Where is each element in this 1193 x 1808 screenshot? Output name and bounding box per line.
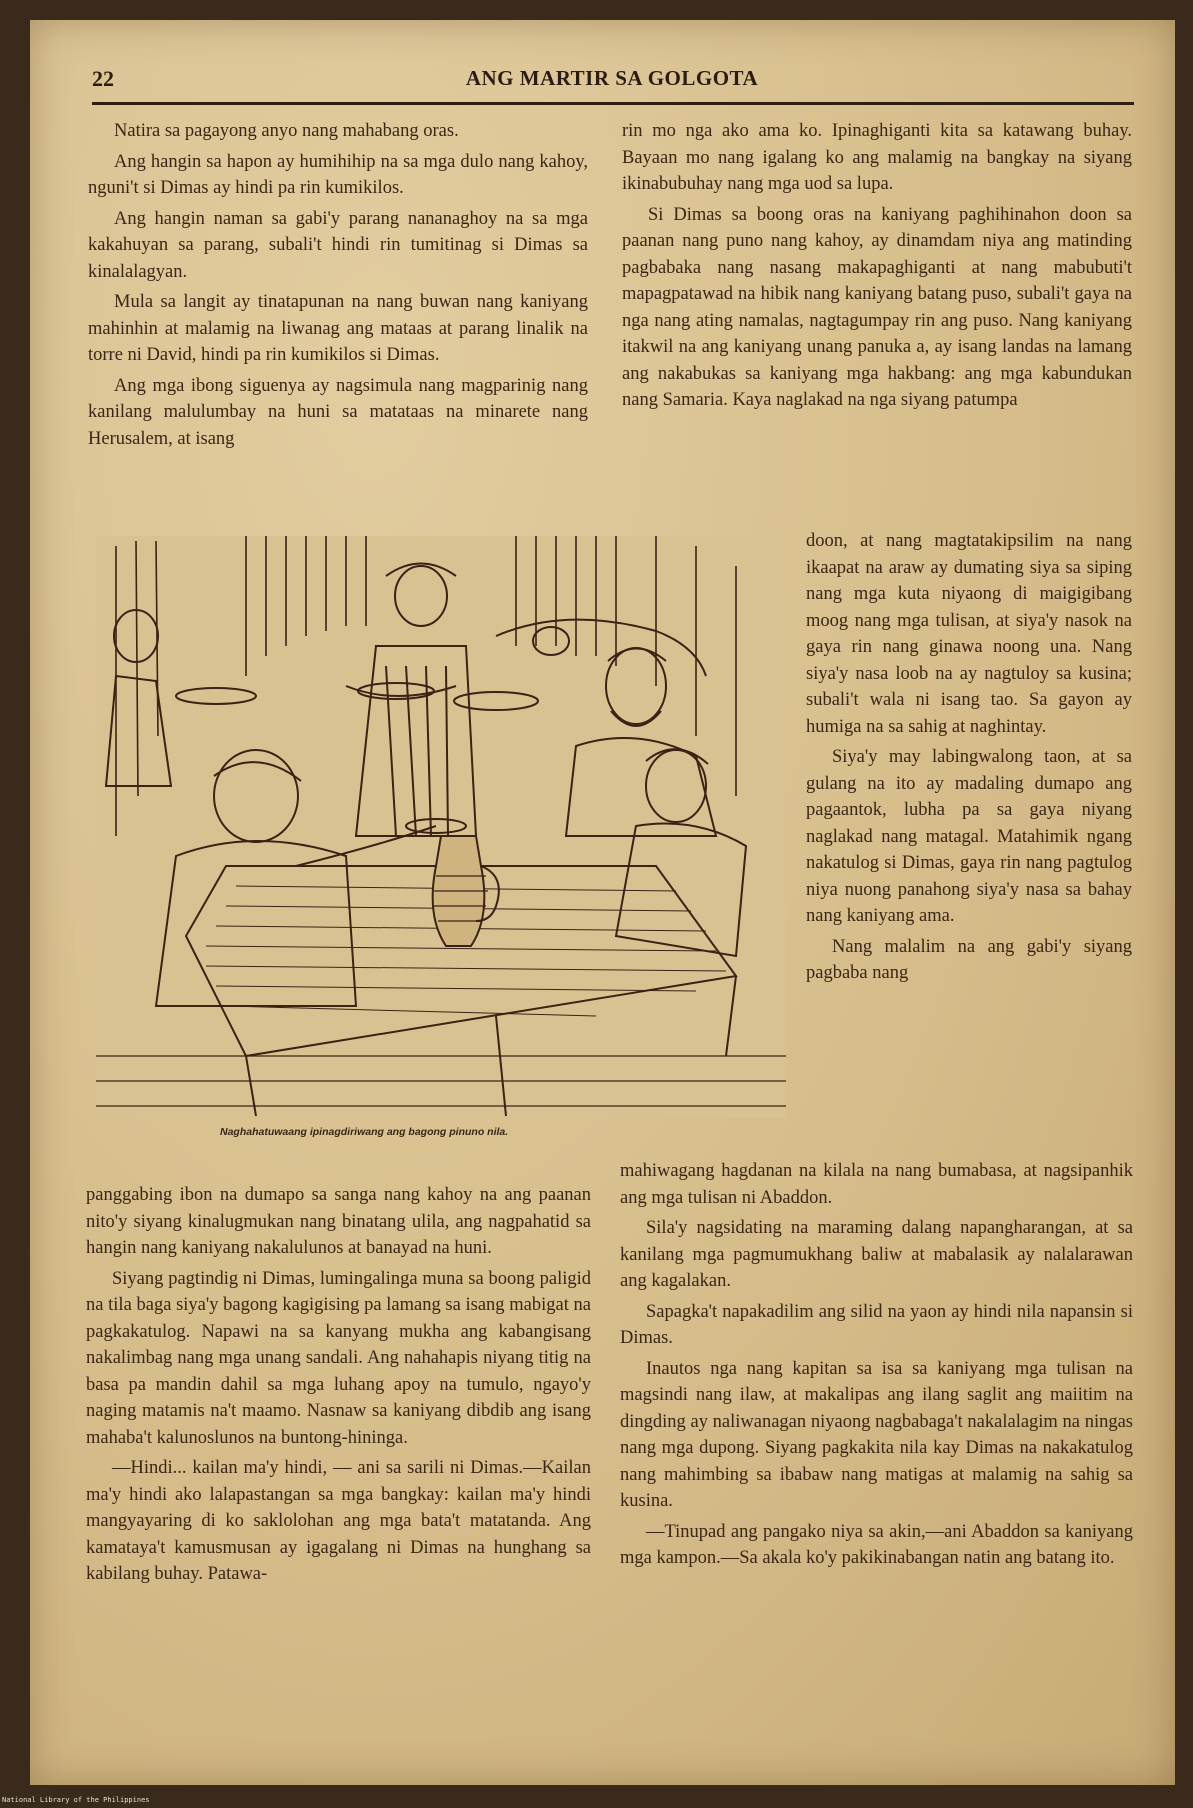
scan-credit: National Library of the Philippines bbox=[2, 1796, 150, 1804]
paragraph: Si Dimas sa boong oras na kaniyang paghihinahon doon sa paanan nang puno nang kahoy, ay dinamdam niya ang matinding pagbabaka nang nasang makapaghiganti at nang mabubuti't mapagpatawad na hibik nang kaniyang batang puso, subali't gaya na nga nang ating namalas, nagtagumpay rin ang puso. Nang kaniyang itakwil na ang kaniyang unang panuka a, ay isang landas na lamang ang nakabukas sa kaniyang mga hakbang: ang mga kabundukan nang Samaria. Kaya naglakad na nga siyang patumpa bbox=[622, 204, 1132, 410]
paragraph: panggabing ibon na dumapo sa sanga nang kahoy na ang paanan nito'y siyang kinalugmukan nang binatang ulila, ang nagpahatid sa hangin nang kaniyang nakalulunos at banayad na huni. bbox=[86, 1185, 591, 1258]
paragraph: Ang hangin sa hapon ay humihihip na sa mga dulo nang kahoy, nguni't si Dimas ay hindi pa rin kumikilos. bbox=[88, 151, 588, 198]
paragraph: Natira sa pagayong anyo nang mahabang oras. bbox=[114, 121, 459, 141]
running-title: ANG MARTIR SA GOLGOTA bbox=[465, 66, 759, 90]
paragraph: Nang malalim na ang gabi'y siyang pagbaba nang bbox=[806, 936, 1132, 983]
paragraph: Mula sa langit ay tinatapunan na nang buwan nang kaniyang mahinhin at malamig na liwanag ang mataas at parang linalik na torre ni David, hindi pa rin kumikilos si Dimas. bbox=[88, 292, 588, 365]
paragraph: —Hindi... kailan ma'y hindi, — ani sa sarili ni Dimas.—Kailan ma'y hindi ako lalapastangan sa mga bangkay: kailan ma'y hindi mangyayaring di ko saklolohan ang mga bata't matatanda. Ang kamataya't kamusmusan ay igagalang ni Dimas na hunghang sa kabilang buhay. Patawa- bbox=[86, 1458, 591, 1584]
paragraph: Sila'y nagsidating na maraming dalang napangharangan, at sa kanilang mga pagmumukhang baliw at mabalasik ay nalalarawan ang kagalakan. bbox=[620, 1218, 1133, 1291]
paragraph: Inautos nga nang kapitan sa isa sa kaniyang mga tulisan na magsindi nang ilaw, at makalipas ang ilang saglit ang maiitim na dingding ay naliwanagan niyaong nagbabaga't nakalalagim na ningas nang mga dupong. Siyang pagkakita nila kay Dimas na nakakatulog nang mahimbing sa ibabaw nang matigas at malamig na sahig sa kusina. bbox=[620, 1358, 1133, 1511]
right-column-top bbox=[622, 118, 1132, 418]
left-column-bottom bbox=[86, 1182, 591, 1592]
illustration-caption: Naghahatuwaang ipinagdiriwang ang bagong pinuno nila. bbox=[220, 1126, 509, 1138]
paragraph: rin mo nga ako ama ko. Ipinaghiganti kita sa katawang buhay. Bayaan mo nang igalang ko ang malamig na bangkay na siyang ikinabubuhay nang mga uod sa lupa. bbox=[622, 121, 1132, 194]
page-header bbox=[92, 56, 1132, 98]
paragraph: Siyang pagtindig ni Dimas, lumingalinga muna sa boong paligid na tila baga siya'y bagong kagigising pa lamang sa isang mabigat na pagkakatulog. Napawi na sa kanyang mukha ang kabangisang nakalimbag nang mga unang sandali. Ang nahahapis niyang titig na basa pa mandin dahil sa mga luhang apoy na tumulo, ngayo'y naging matamis na't maamo. Nasnaw sa kaniyang dibdib ang isang mahaba't kalunoslunos na buntong-hininga. bbox=[86, 1268, 591, 1448]
page-number: 22 bbox=[92, 66, 114, 91]
paragraph: Ang hangin naman sa gabi'y parang nananaghoy na sa mga kakahuyan sa parang, subali't hindi rin tumitinag si Dimas sa kinalalagyan. bbox=[88, 208, 588, 282]
illustration-bandits-feast bbox=[96, 536, 786, 1118]
right-column-bottom bbox=[620, 1158, 1133, 1576]
paragraph: Siya'y may labingwalong taon, at sa gulang na ito ay madaling dumapo ang pagaantok, lubha pa sa gaya niyang naglakad nang matagal. Matahimik ngang nakatulog si Dimas, gaya rin nang pagtulog niya nuong panahong siya'y nasa sa bahay nang kaniyang ama. bbox=[806, 747, 1132, 926]
header-rule bbox=[92, 102, 1134, 105]
paragraph: Sapagka't napakadilim ang silid na yaon ay hindi nila napansin si Dimas. bbox=[620, 1301, 1133, 1348]
magazine-page bbox=[30, 20, 1175, 1785]
left-column-top bbox=[88, 118, 588, 456]
right-column-middle bbox=[806, 528, 1132, 991]
paragraph: doon, at nang magtatakipsilim na nang ikaapat na araw ay dumating siya sa siping nang mga kuta niyaong di maigigibang moog nang mga tulisan, at siya'y nasok na gaya rin nang ginawa noong una. Nang siya'y nasa loob na ay nagtuloy sa kusina; subali't wala ni isang tao. Sa gayon ay humiga na sa sahig at naghintay. bbox=[806, 531, 1132, 737]
paragraph: Ang mga ibong siguenya ay nagsimula nang magparinig nang kanilang malulumbay na huni sa matataas na minarete nang Herusalem, at isang bbox=[88, 375, 588, 449]
illustration-drawing bbox=[96, 536, 786, 1118]
paragraph: —Tinupad ang pangako niya sa akin,—ani Abaddon sa kaniyang mga kampon.—Sa akala ko'y pakikinabangan natin ang batang ito. bbox=[620, 1521, 1133, 1568]
paragraph: mahiwagang hagdanan na kilala na nang bumabasa, at nagsipanhik ang mga tulisan ni Abaddon. bbox=[620, 1161, 1133, 1208]
